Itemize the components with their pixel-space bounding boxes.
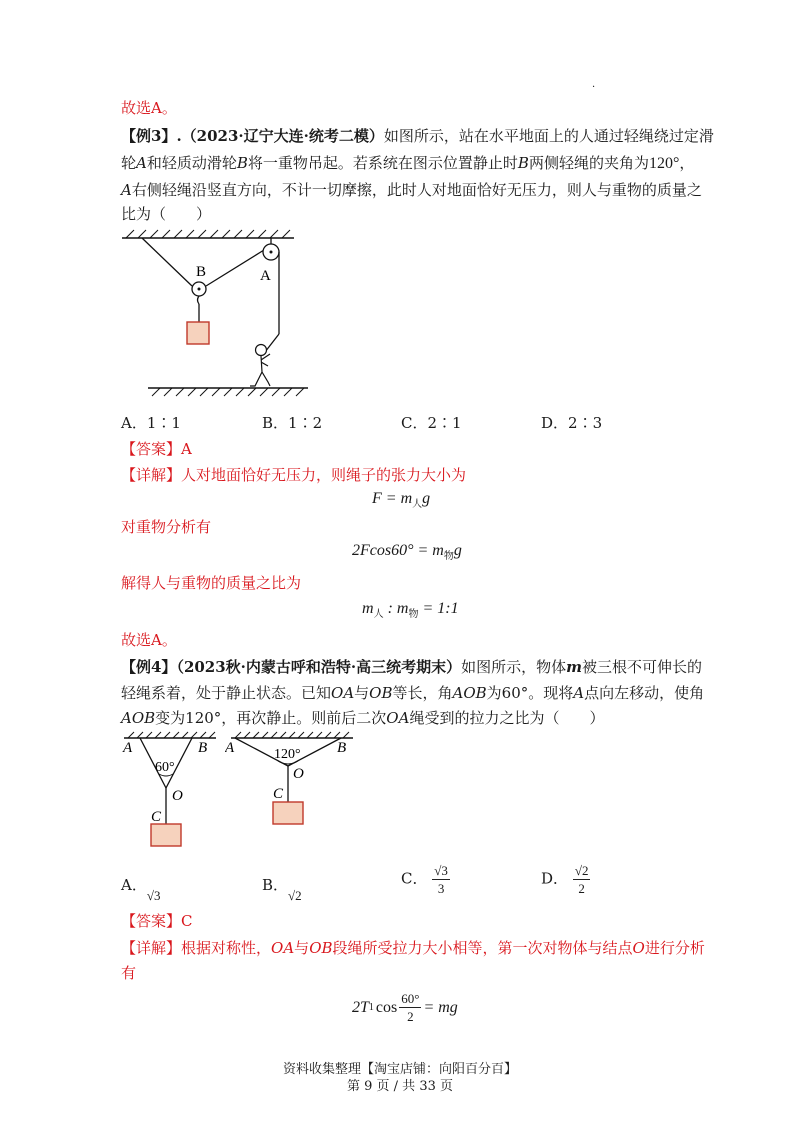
ex3-detail3: 解得人与重物的质量之比为 bbox=[121, 574, 302, 592]
eq-fraction: $\frac{60^\circ}{2}$ bbox=[401, 991, 420, 1024]
footer-source: 资料收集整理【淘宝店铺：向阳百分百】 bbox=[282, 1062, 517, 1077]
ex3-eq3: $m_人$ : $m_物$ = 1:1 bbox=[362, 600, 459, 621]
ex4-equation: 2T 1 cos $\frac{60^\circ}{2}$ = mg bbox=[352, 991, 458, 1024]
ex3-detail1: 【详解】人对地面恰好无压力，则绳子的张力大小为 bbox=[121, 466, 467, 484]
ex3-answer: 【答案】A bbox=[121, 440, 192, 458]
ex4-option-d[interactable]: D． $\frac{√2}{2}$ bbox=[541, 863, 589, 896]
rope-right bbox=[206, 250, 264, 286]
ex4-option-c[interactable]: C． $\frac{√3}{3}$ bbox=[401, 863, 448, 896]
ex4-tag: 【例4】 bbox=[121, 658, 177, 676]
ex4-figure-1 bbox=[118, 730, 223, 855]
ex4-option-b[interactable]: B．√2 bbox=[262, 876, 302, 903]
option-c-fraction: $\frac{√3}{3}$ bbox=[434, 863, 448, 896]
fig2-label-b: B bbox=[337, 740, 347, 756]
ex3-conclusion: 故选A。 bbox=[121, 631, 177, 649]
fig2-label-a: A bbox=[225, 740, 235, 756]
prev-conclusion: 故选A。 bbox=[121, 99, 177, 117]
ex3-option-c[interactable]: C．2∶1 bbox=[401, 414, 462, 432]
fig1-angle: 60° bbox=[155, 760, 175, 775]
ex3-tag: 【例3】 bbox=[121, 127, 177, 145]
ex3-option-d[interactable]: D．2∶3 bbox=[541, 414, 603, 432]
option-d-fraction: $\frac{√2}{2}$ bbox=[574, 863, 589, 896]
ceiling-hatch bbox=[126, 230, 290, 238]
ex4-figure-2 bbox=[225, 730, 360, 835]
ex4-block-1 bbox=[151, 824, 181, 846]
ground-hatch bbox=[152, 388, 304, 396]
ex3-detail2: 对重物分析有 bbox=[121, 518, 212, 536]
weight-block bbox=[187, 322, 209, 344]
ex4-option-a[interactable]: A．√3 bbox=[121, 876, 161, 903]
ex3-figure bbox=[118, 226, 313, 400]
fig2-angle: 120° bbox=[274, 747, 301, 762]
ex3-line3: A右侧轻绳沿竖直方向，不计一切摩擦，此时人对地面恰好无压力，则人与重物的质量之 bbox=[121, 181, 702, 199]
ex4-line1: 【例4】（2023秋·内蒙古呼和浩特·高三统考期末）如图所示，物体m被三根不可伸长的 bbox=[121, 658, 703, 676]
rope-left bbox=[142, 238, 192, 286]
person-body bbox=[250, 354, 270, 386]
ex4-block-2 bbox=[273, 802, 303, 824]
ex4-detail1: 【详解】根据对称性，OA与OB段绳所受拉力大小相等，第一次对物体与结点O进行分析 bbox=[121, 939, 705, 957]
ex3-eq1: $F = m_人g$ bbox=[372, 490, 431, 511]
fig2-label-c: C bbox=[273, 786, 284, 802]
person-head bbox=[256, 345, 267, 356]
fig1-label-b: B bbox=[198, 740, 208, 756]
ex4-source: （2023秋·内蒙古呼和浩特·高三统考期末） bbox=[176, 658, 462, 676]
footer-page-number: 第 9 页 / 共 33 页 bbox=[347, 1079, 453, 1094]
ex3-eq2: $2Fcos60^\circ = m_物g$ bbox=[352, 542, 462, 563]
ex3-line2: 轮A和轻质动滑轮B将一重物吊起。若系统在图示位置静止时B两侧轻绳的夹角为120°， bbox=[121, 154, 695, 172]
ex3-option-a[interactable]: A．1∶1 bbox=[121, 414, 181, 432]
ex4-line3: AOB变为120°，再次静止。则前后二次OA绳受到的拉力之比为（ ） bbox=[121, 709, 605, 727]
ex4-detail2: 有 bbox=[121, 964, 137, 982]
fig1-label-a: A bbox=[123, 740, 133, 756]
fig1-label-c: C bbox=[151, 809, 162, 825]
ex3-line1: 【例3】.（2023·辽宁大连·统考二模）如图所示，站在水平地面上的人通过轻绳绕过定滑 bbox=[121, 127, 714, 145]
label-a: A bbox=[260, 268, 271, 284]
ex3-source: （2023·辽宁大连·统考二模） bbox=[181, 127, 384, 145]
ex3-option-b[interactable]: B．1∶2 bbox=[262, 414, 323, 432]
ex4-answer: 【答案】C bbox=[121, 912, 193, 930]
top-mark: · bbox=[592, 82, 596, 93]
fig1-label-o: O bbox=[172, 788, 183, 804]
ex3-line4: 比为（ ） bbox=[121, 205, 212, 223]
label-b: B bbox=[196, 264, 207, 280]
fig2-label-o: O bbox=[293, 766, 304, 782]
ex4-line2: 轻绳系着，处于静止状态。已知OA与OB等长，角AOB为60°。现将A点向左移动，使角 bbox=[121, 684, 705, 702]
